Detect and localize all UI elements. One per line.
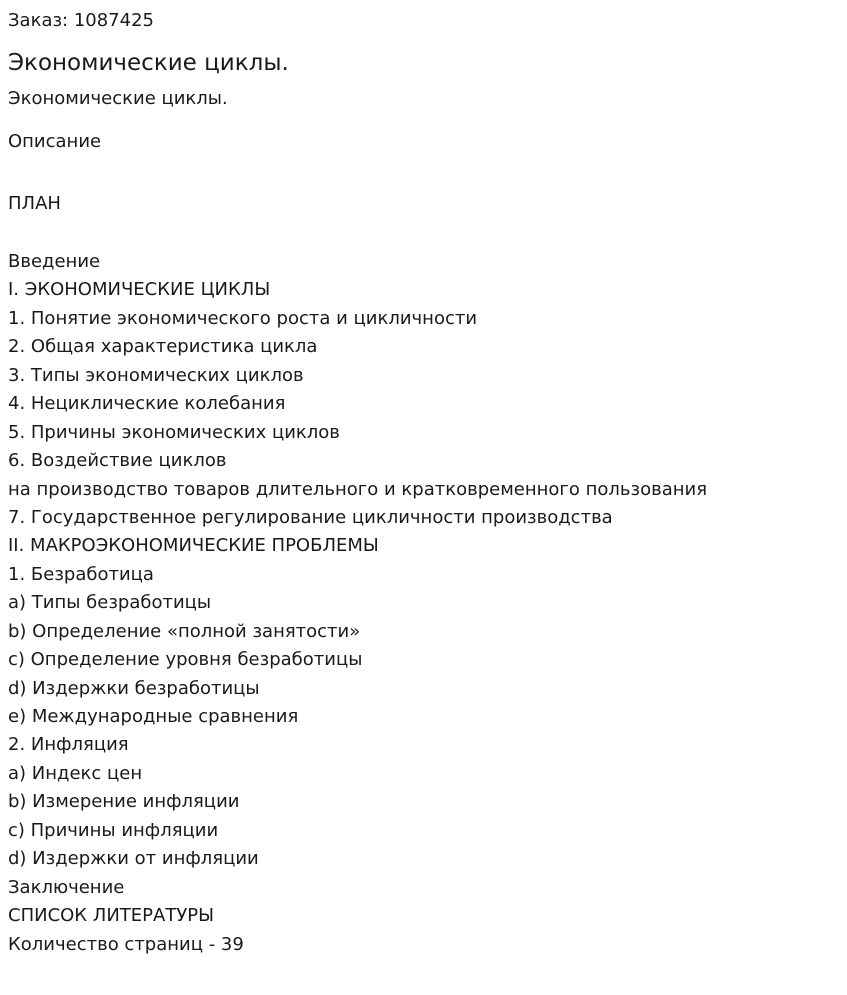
plan-item: e) Международные сравнения (8, 706, 299, 727)
plan-item: d) Издержки от инфляции (8, 848, 259, 870)
description-heading: Описание (8, 131, 102, 152)
plan-item: a) Типы безработицы (8, 592, 212, 614)
page-subtitle: Экономические циклы. (8, 88, 228, 109)
plan-item: 2. Инфляция (8, 734, 129, 756)
plan-item: c) Определение уровня безработицы (8, 649, 363, 671)
plan-item: I. ЭКОНОМИЧЕСКИЕ ЦИКЛЫ (8, 279, 271, 301)
plan-item: II. МАКРОЭКОНОМИЧЕСКИЕ ПРОБЛЕМЫ (8, 535, 379, 557)
plan-item: 3. Типы экономических циклов (8, 364, 304, 386)
plan-item: 7. Государственное регулирование цикличности производства (8, 506, 613, 528)
plan-item: c) Причины инфляции (8, 819, 219, 841)
plan-item: Введение (8, 251, 101, 272)
plan-item: 1. Безработица (8, 563, 154, 585)
plan-item: 5. Причины экономических циклов (8, 421, 340, 443)
plan-item: Заключение (8, 876, 125, 898)
plan-item: 6. Воздействие циклов (8, 450, 227, 472)
plan-list (8, 248, 707, 959)
plan-item: на производство товаров длительного и кратковременного пользования (8, 478, 708, 500)
plan-item: 1. Понятие экономического роста и цикличности (8, 307, 478, 329)
plan-item: d) Издержки безработицы (8, 677, 260, 699)
plan-item: a) Индекс цен (8, 762, 143, 784)
plan-item: 4. Нециклические колебания (8, 393, 286, 415)
plan-item: b) Определение «полной занятости» (8, 620, 361, 642)
plan-heading: ПЛАН (8, 193, 61, 214)
page-title: Экономические циклы. (8, 50, 289, 76)
page-count: Количество страниц - 39 (8, 933, 244, 955)
plan-item: СПИСОК ЛИТЕРАТУРЫ (8, 905, 215, 927)
order-number: Заказ: 1087425 (8, 10, 154, 31)
plan-item: 2. Общая характеристика цикла (8, 336, 318, 358)
plan-item: b) Измерение инфляции (8, 791, 240, 813)
